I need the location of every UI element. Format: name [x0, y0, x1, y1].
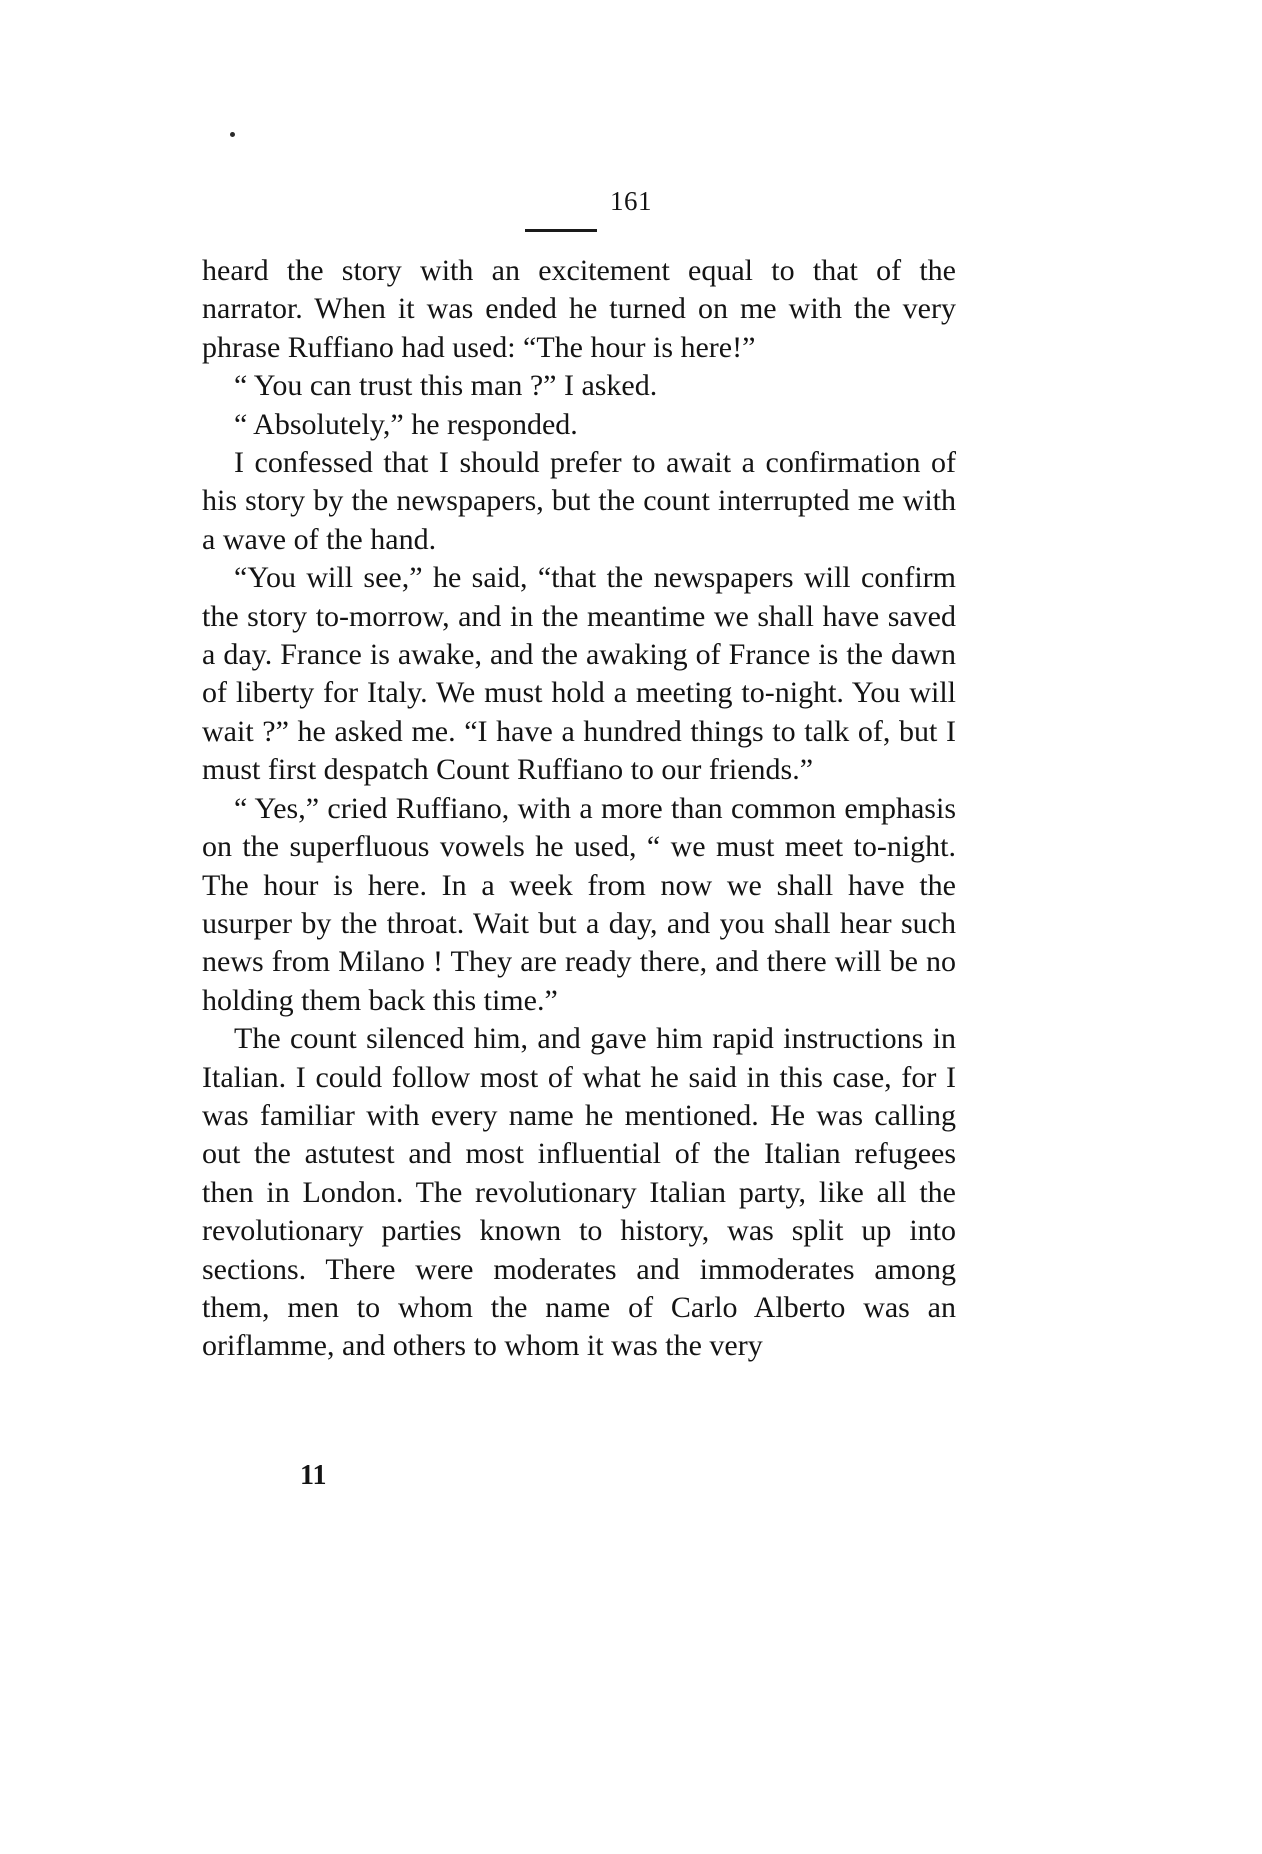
paragraph-dialogue: “ Yes,” cried Ruffiano, with a more than common emphasis on the superfluous vowels he used, “ we must meet to-night. The hour is here. In a week from now we shall have the usurper by the throat. Wait but a day, and you shall hear such news from Milano ! They are ready there, and there will be no holding them back this time.” — [202, 791, 956, 1017]
printer-signature-mark: 11 — [300, 1460, 327, 1491]
stray-ink-dot — [230, 132, 235, 137]
page-number-rule — [525, 229, 597, 232]
paragraph-dialogue: “You will see,” he said, “that the newspapers will confirm the story to-morrow, and in the meantime we shall have saved a day. France is awake, and the awaking of France is the dawn of liberty for Italy. We must hold a meeting to-night. You will wait ?” he asked me. “I have a hundred things to talk of, but I must first despatch Count Ruffiano to our friends.” — [202, 561, 956, 787]
body-text — [202, 252, 956, 1366]
paragraph: I confessed that I should prefer to await a confirmation of his story by the newspapers, but the count interrupted me with a wave of the hand. — [202, 446, 956, 556]
paragraph-dialogue: “ You can trust this man ?” I asked. — [234, 369, 658, 403]
paragraph-continuation: heard the story with an excitement equal to that of the narrator. When it was ended he turned on me with the very phrase Ruffiano had used: “The hour is here!” — [202, 254, 956, 364]
paragraph-dialogue: “ Absolutely,” he responded. — [234, 407, 578, 441]
page-number: 161 — [610, 186, 652, 216]
paragraph: The count silenced him, and gave him rapid instructions in Italian. I could follow most of what he said in this case, for I was familiar with every name he mentioned. He was calling out the astutest and most influential of the Italian refugees then in London. The revolutionary Italian party, like all the revolutionary parties known to history, was split up into sections. There were moderates and immoderates among them, men to whom the name of Carlo Alberto was an oriflamme, and others to whom it was the very — [202, 1022, 956, 1363]
